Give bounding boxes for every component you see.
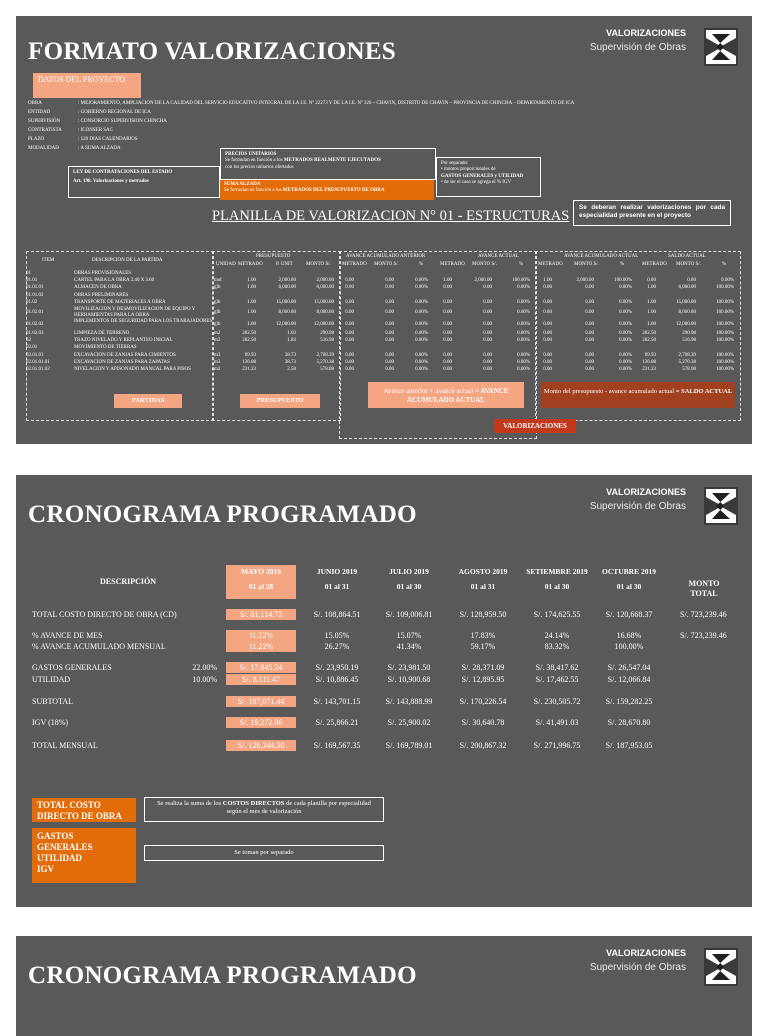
presupuesto-label: PRESUPUESTO <box>240 394 320 408</box>
cronograma-row-label: SUBTOTAL <box>32 697 73 706</box>
cronograma-cell: S/. 23,950.19 <box>315 663 359 672</box>
cronograma-cell: S/. 12,066.84 <box>607 675 651 684</box>
brand-block <box>588 28 738 68</box>
gastos-utilidad-igv-box: GASTOS GENERALES UTILIDAD IGV <box>32 828 136 883</box>
monto-total-header: MONTO TOTAL <box>688 579 720 598</box>
cronograma-cell: S/. 41,491.03 <box>535 718 579 727</box>
cronograma-cell: S/. 200,867.32 <box>459 741 507 750</box>
month-header: SETIEMBRE 2019 01 al 30 <box>526 567 588 591</box>
cronograma-row-label: % AVANCE DE MES <box>32 631 103 640</box>
cronograma-cell: S/. 17,845.24 <box>226 662 296 673</box>
cronograma-cell: 15.05% <box>324 631 350 640</box>
brand-logo-icon <box>704 28 738 66</box>
brand-title: VALORIZACIONES <box>606 948 686 958</box>
slide-title: FORMATO VALORIZACIONES <box>28 38 397 65</box>
cronograma-cell: S/. 25,866.21 <box>315 718 359 727</box>
cronograma-row-label: % AVANCE ACUMULADO MENSUAL <box>32 642 166 651</box>
cronograma-row-label: TOTAL MENSUAL <box>32 741 98 750</box>
brand-logo-icon <box>704 948 738 986</box>
total-costo-directo-box: TOTAL COSTO DIRECTO DE OBRA <box>32 798 136 822</box>
project-row: PLAZO : 120 DIAS CALENDARIOS <box>28 137 138 142</box>
cronograma-cell: 15.07% <box>396 631 422 640</box>
saldo-actual-note: Monto del presupuesto - avance acumulado actual = SALDO ACTUAL <box>541 382 735 408</box>
cronograma-cell: S/. 120,668.37 <box>605 610 653 619</box>
cronograma-cell: 59.17% <box>470 642 496 651</box>
cronograma-cell: 26.27% <box>324 642 350 651</box>
cronograma-cell: S/. 25,900.02 <box>387 718 431 727</box>
cronograma-row-percent: 22.00% <box>192 663 217 672</box>
slide-cronograma-programado-2 <box>16 936 752 1036</box>
cronograma-cell: 24.14% <box>544 631 570 640</box>
costos-directos-note: Se realiza la suma de los COSTOS DIRECTOS de cada planilla por especialidad según el mes de valorización <box>144 797 384 822</box>
project-row: CONTRATISTA : ICONSER SAC <box>28 128 114 133</box>
cronograma-cell: S/. 8,111.47 <box>226 674 296 685</box>
brand-title: VALORIZACIONES <box>606 28 686 38</box>
cronograma-row-percent: 10.00% <box>192 675 217 684</box>
cronograma-cell: S/. 126,344.30 <box>226 740 296 751</box>
cronograma-cell: S/. 12,895.95 <box>461 675 505 684</box>
cronograma-cell: 83.32% <box>544 642 570 651</box>
cronograma-row-label: GASTOS GENERALES <box>32 663 112 672</box>
cronograma-cell: 16.68% <box>616 631 642 640</box>
planilla-title: PLANILLA DE VALORIZACION N° 01 - ESTRUCTURAS <box>212 208 570 224</box>
brand-block <box>588 948 738 988</box>
cronograma-cell: S/. 23,981.50 <box>387 663 431 672</box>
cronograma-cell: S/. 128,959.50 <box>459 610 507 619</box>
cronograma-cell: S/. 159,282.25 <box>605 697 653 706</box>
cronograma-cell: 17.83% <box>470 631 496 640</box>
cronograma-cell: S/. 169,789.01 <box>385 741 433 750</box>
cronograma-cell: S/. 174,625.55 <box>533 610 581 619</box>
brand-subtitle: Supervisión de Obras <box>589 962 686 973</box>
cronograma-row-label: IGV (18%) <box>32 718 69 727</box>
ley-contrataciones-box: LEY DE CONTRATACIONES DEL ESTADO Art. 198. Valorizaciones y metrados <box>68 166 220 198</box>
suma-alzada-box: SUMA ALZADA Se formulan en función a los METRADOS DEL PRESUPUESTO DE OBRA <box>220 180 434 200</box>
brand-subtitle: Supervisión de Obras <box>589 501 686 512</box>
project-row: ENTIDAD : GOBIERNO REGIONAL DE ICA <box>28 110 151 115</box>
separado-note: Se toman por separado <box>144 845 384 861</box>
partidas-label: PARTIDAS <box>114 394 182 408</box>
month-header: JUNIO 2019 01 al 31 <box>316 567 358 591</box>
cronograma-cell: 100.00% <box>614 642 644 651</box>
project-row: MODALIDAD : A SUMA ALZADA <box>28 146 121 151</box>
cronograma-cell: S/. 81,114.73 <box>226 609 296 620</box>
brand-title: VALORIZACIONES <box>606 487 686 497</box>
cronograma-cell: S/. 107,071.44 <box>226 696 296 707</box>
cronograma-cell: 11.22% <box>226 641 296 652</box>
cronograma-cell: S/. 10,886.45 <box>315 675 359 684</box>
cronograma-cell: S/. 10,900.68 <box>387 675 431 684</box>
slide-formato-valorizaciones <box>16 16 752 444</box>
cronograma-cell: S/. 187,953.05 <box>605 741 653 750</box>
especialidad-note: Se deberan realizar valorizaciones por cada especialidad presente en el proyecto <box>573 200 731 226</box>
cronograma-cell: S/. 38,417.62 <box>535 663 579 672</box>
planilla-header: ITEM DESCRIPCION DE LA PARTIDA PRESUPUESTO UNIDAD METRADO P. UNIT MONTO S/. AVANCE ACUMULADO ANTERIOR METRADO MONTO S/. % AVANCE ACTUAL METRADO MONTO S/. % AVANCE ACUMULADO ACTUAL METRADO MONTO S/. % SALDO ACTUAL METRADO MONTO S/. % <box>42 254 727 267</box>
cronograma-cell: 11.22% <box>226 630 296 641</box>
cronograma-cell: S/. 230,505.72 <box>533 697 581 706</box>
cronograma-cell: S/. 19,272.86 <box>226 717 296 728</box>
cronograma-cell: S/. 28,670.80 <box>607 718 651 727</box>
month-header: OCTUBRE 2019 01 al 30 <box>602 567 656 591</box>
project-row: SUPERVISIÓN : CONSORCIO SUPERVISION CHINCHA <box>28 119 167 124</box>
cronograma-row-label: TOTAL COSTO DIRECTO DE OBRA (CD) <box>32 610 177 619</box>
cronograma-cell: S/. 169,567.35 <box>313 741 361 750</box>
planilla-body: 01 OBRAS PROVISIONALES 01.01 CARTEL PARA LA OBRA 2.40 X 3.60 und 1.00 2,000.00 2,000.00 0.00 0.00 0.00% 1.00 2,000.00 100.00% 1.00 2,000.00 100.00% 0.00 0.00 0.00% 01.01.01 ALMACEN DE OBRA glb 1.00 6,000.00 6,000.00 0.00 0.00 0.00% 0.00 0.00 0.00% 0.00 0.00 0.00% 1.00 6,000.00 100.00% 01.01.02 OBRAS PRELIMINARES 01.02 TRANSPORTE DE MATERIALES A OBRA glb 1.00 15,000.00 15,000.00 0.00 0.00 0.00% 0.00 0.00 0.00% 0.00 0.00 0.00% 1.00 15,000.00 100.00% 01.02.01 MOVILIZACION Y DESMOVILIZACION DE EQUIPO Y HERRAMIENTAS PARA LA OBRA glb 1.00 8,000.00 8,000.00 0.00 0.00 0.00% 0.00 0.00 0.00% 0.00 0.00 0.00% 1.00 8,000.00 100.00% 01.02.02 IMPLEMENTOS DE SEGURIDAD PARA LOS TRABAJADORES glb 1.00 12,000.00 12,000.00 0.00 0.00 0.00% 0.00 0.00 0.00% 0.00 0.00 0.00% 1.00 12,000.00 100.00% 01.02.03 LIMPIEZA DE TERRENO m2 282.50 1.03 290.98 0.00 0.00 0.00% 0.00 0.00 0.00% 0.00 0.00 0.00% 282.50 290.98 100.00% 02 TRAZO NIVELADO Y REPLANTEO INICIAL m2 282.50 1.83 516.98 0.00 0.00 0.00% 0.00 0.00 0.00% 0.00 0.00 0.00% 282.50 516.98 100.00% 02.01 MOVIMIENTO DE TIERRAS 02.01.01 EXCAVACION DE ZANJAS PARA CIMIENTOS m3 69.93 38.73 2,708.39 0.00 0.00 0.00% 0.00 0.00 0.00% 0.00 0.00 0.00% 69.93 2,708.39 100.00% 02.01.01.01 EXCAVACION DE ZANJAS PARA ZAPATAS m3 136.08 38.73 5,270.38 0.00 0.00 0.00% 0.00 0.00 0.00% 0.00 0.00 0.00% 136.08 5,270.38 100.00% 02.01.01.02 NIVELACION Y APISONADO MANUAL PARA PISOS m2 231.23 2.50 578.08 0.00 0.00 0.00% 0.00 0.00 0.00% 0.00 0.00 0.00% 231.23 578.08 100.00% <box>26 271 734 372</box>
datos-proyecto-label: DATOS DEL PROYECTO <box>33 73 141 98</box>
cronograma-cell: S/. 271,996.75 <box>533 741 581 750</box>
descripcion-header: DESCRIPCIÓN <box>100 577 157 586</box>
cronograma-cell: S/. 108,864.51 <box>313 610 361 619</box>
cronograma-cell: S/. 143,888.99 <box>385 697 433 706</box>
cronograma-cell: S/. 143,701.15 <box>313 697 361 706</box>
brand-block <box>588 487 738 527</box>
cronograma-cell: S/. 26,547.04 <box>607 663 651 672</box>
month-header: AGOSTO 2019 01 al 31 <box>458 567 508 591</box>
slide-cronograma-programado <box>16 475 752 907</box>
project-info <box>28 101 738 155</box>
cronograma-cell: S/. 30,640.78 <box>461 718 505 727</box>
cronograma-cell: 41.34% <box>396 642 422 651</box>
cronograma-cell: S/. 28,371.09 <box>461 663 505 672</box>
por-separado-box: Por separado: • montos proporcionales de GASTOS GENERALES y UTILIDAD • de ser el caso se agrega el % IGV <box>436 157 541 197</box>
avance-acumulado-note: Avance anterior + avance actual = AVANCE ACUMULADO ACTUAL <box>368 382 524 408</box>
project-row: OBRA : MEJORAMIENTO, AMPLIACION DE LA CALIDAD DEL SERVICIO EDUCATIVO INTEGRAL DE LA I.E. Nº 22273 Y DE LA I.E. Nº 326 – CHAVIN, DISTRITO DE CHAVIN – PROVINCIA DE CHINCHA – DEPARTAMENTO DE ICA <box>28 101 575 106</box>
cronograma-row-total: S/. 723,239.46 <box>680 610 727 619</box>
brand-logo-icon <box>704 487 738 525</box>
cronograma-cell: S/. 109,006.81 <box>385 610 433 619</box>
brand-subtitle: Supervisión de Obras <box>589 42 686 53</box>
cronograma-row-total: S/. 723,239.46 <box>680 631 727 640</box>
month-header: JULIO 2019 01 al 30 <box>389 567 429 591</box>
month-header: MAYO 2019 01 al 28 <box>226 565 296 599</box>
precios-unitarios-box: PRECIOS UNITARIOS Se formulan en función a los METRADOS REALMENTE EJECUTADOS con los precios unitarios ofertados <box>220 148 436 180</box>
cronograma-cell: S/. 17,462.55 <box>535 675 579 684</box>
slide-title: CRONOGRAMA PROGRAMADO <box>28 501 417 528</box>
cronograma-row-label: UTILIDAD <box>32 675 71 684</box>
valorizaciones-label: VALORIZACIONES <box>494 419 576 433</box>
slide-title: CRONOGRAMA PROGRAMADO <box>28 962 417 989</box>
cronograma-cell: S/. 170,226.54 <box>459 697 507 706</box>
